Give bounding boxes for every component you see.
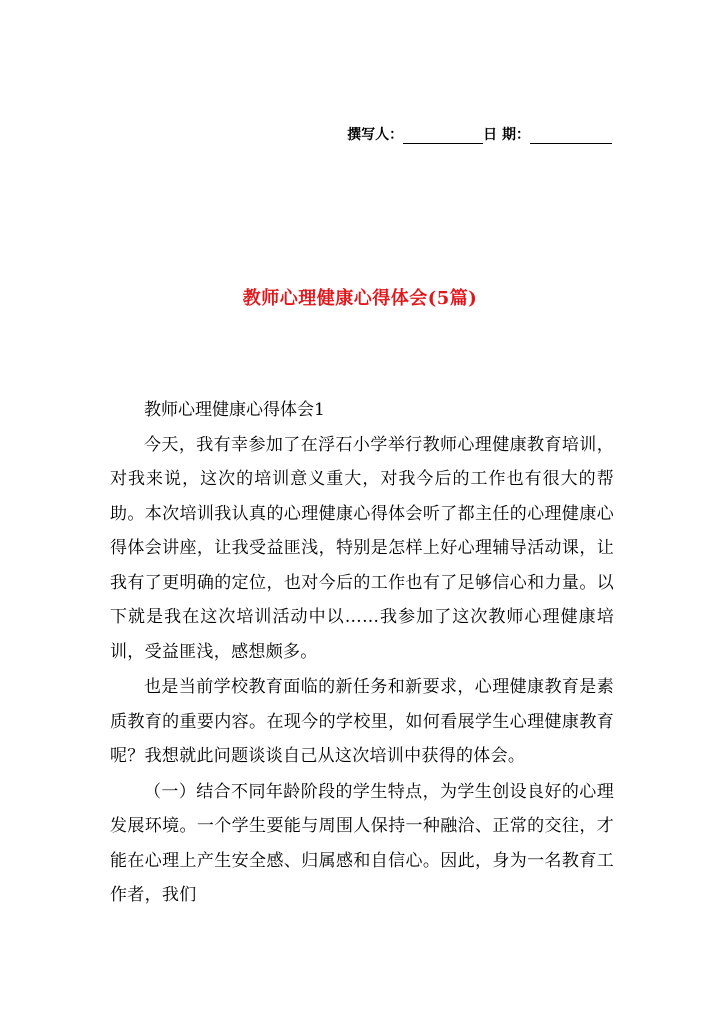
author-label: 撰写人： [347,127,404,143]
paragraph: 也是当前学校教育面临的新任务和新要求，心理健康教育是素质教育的重要内容。在现今的学校里，如何看展学生心理健康教育呢？我想就此问题谈谈自己从这次培训中获得的体会。 [110,677,614,766]
document-body [110,393,614,913]
author-blank [403,127,483,144]
date-blank [530,127,612,144]
document-title: 教师心理健康心得体会(5篇) [242,288,478,309]
date-label: 日 期： [483,127,530,143]
paragraph: 今天，我有幸参加了在浮石小学举行教师心理健康教育培训，对我来说，这次的培训意义重大，对我今后的工作也有很大的帮助。本次培训我认真的心理健康心得体会听了都主任的心理健康心得体会讲座，让我受益匪浅，特别是怎样上好心理辅导活动课，让我有了更明确的定位，也对今后的工作也有了足够信心和力量。以下就是我在这次培训活动中以……我参加了这次教师心理健康培训，受益匪浅，感想颇多。 [110,434,614,662]
paragraph: （一）结合不同年龄阶段的学生特点，为学生创设良好的心理发展环境。一个学生要能与周围人保持一种融洽、正常的交往，才能在心理上产生安全感、归属感和自信心。因此，身为一名教育工作者，我们 [110,781,614,905]
author-date-line [347,124,612,144]
section-subtitle: 教师心理健康心得体会1 [144,400,325,420]
